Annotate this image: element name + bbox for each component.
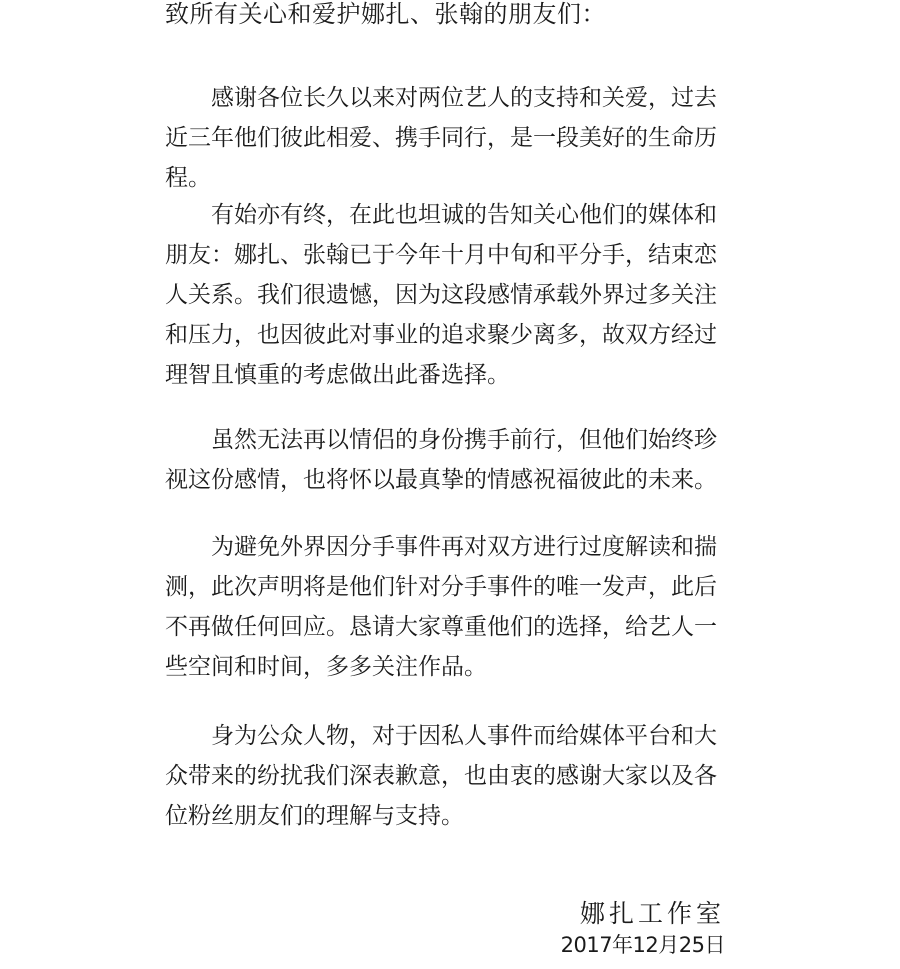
letter-paragraph-2: 有始亦有终，在此也坦诚的告知关心他们的媒体和朋友：娜扎、张翰已于今年十月中旬和平分手，结束恋人关系。我们很遗憾，因为这段感情承载外界过多关注和压力，也因彼此对事业的追求聚少离多，故双方经过理智且慎重的考虑做出此番选择。 (165, 202, 717, 388)
letter-greeting: 致所有关心和爱护娜扎、张翰的朋友们： (165, 0, 606, 28)
letter-paragraph-5: 身为公众人物，对于因私人事件而给媒体平台和大众带来的纷扰我们深表歉意，也由衷的感谢大家以及各位粉丝朋友们的理解与支持。 (165, 723, 717, 829)
signature-studio-name: 娜扎工作室 (579, 899, 725, 928)
signature-date: 2017年12月25日 (560, 933, 725, 957)
letter-paragraph-4: 为避免外界因分手事件再对双方进行过度解读和揣测，此次声明将是他们针对分手事件的唯一发声，此后不再做任何回应。恳请大家尊重他们的选择，给艺人一些空间和时间，多多关注作品。 (165, 534, 717, 680)
letter-paragraph-3: 虽然无法再以情侣的身份携手前行，但他们始终珍视这份感情，也将怀以最真挚的情感祝福彼此的未来。 (165, 427, 717, 493)
letter-paragraph-1: 感谢各位长久以来对两位艺人的支持和关爱，过去近三年他们彼此相爱、携手同行，是一段美好的生命历程。 (165, 85, 717, 191)
